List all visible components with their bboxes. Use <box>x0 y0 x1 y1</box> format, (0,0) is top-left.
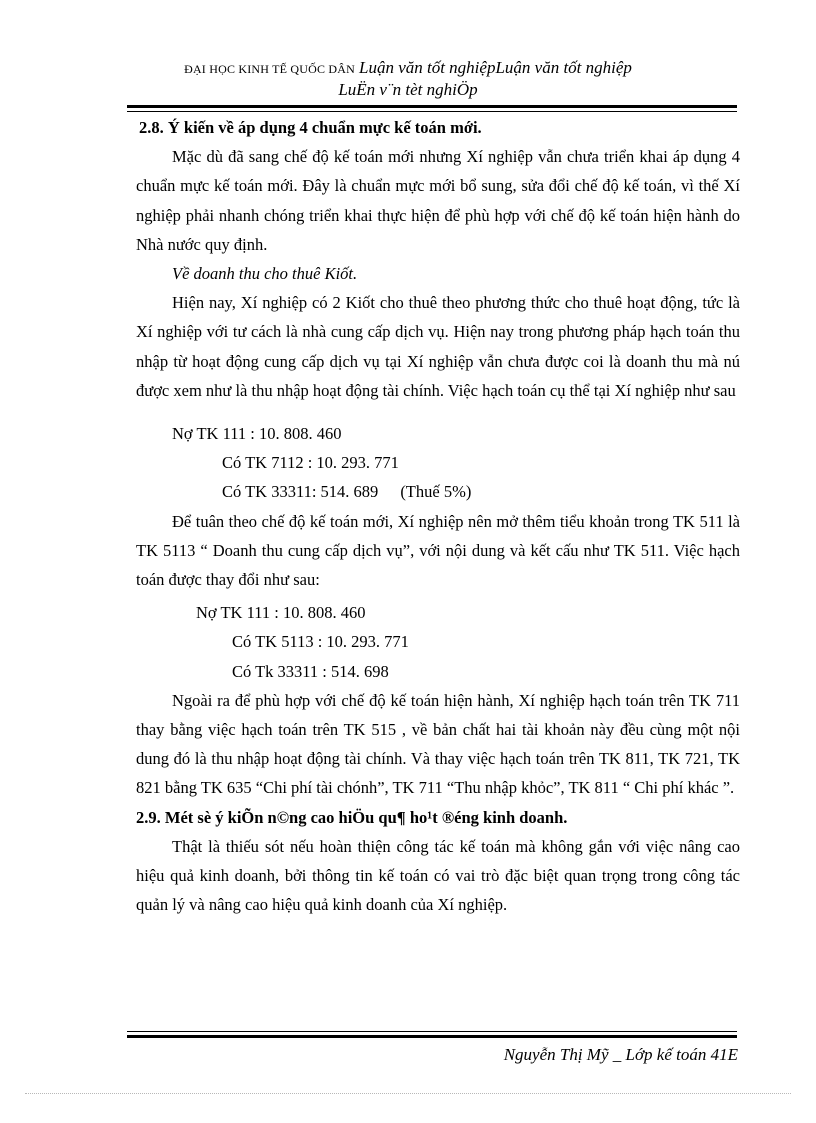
journal-entry-credit-text: Có TK 7112 : 10. 293. 771 <box>222 453 399 473</box>
section-heading-2-9: 2.9. Mét sè ý kiÕn n©ng cao hiÖu qu¶ ho¹t ®éng kinh doanh. <box>136 807 568 827</box>
header-school: ĐẠI HỌC KINH TẾ QUỐC DÂN <box>184 62 355 76</box>
tax-note: (Thuế 5%) <box>400 482 472 502</box>
footer-rule-thin <box>127 1031 737 1032</box>
spacer <box>136 405 740 419</box>
header-rule-thin <box>127 111 737 112</box>
page-border-dotted <box>25 1093 791 1094</box>
journal-entry-debit: Nợ TK 111 : 10. 808. 460 <box>172 424 342 444</box>
header-title-garbled: LuËn v¨n tèt nghiÖp <box>338 80 478 99</box>
paragraph: Mặc dù đã sang chế độ kế toán mới nhưng Xí nghiệp vẫn chưa triển khai áp dụng 4 chuẩn mực kế toán mới. Đây là chuẩn mực mới bổ sung, sửa đổi chế độ kế toán, vì thế Xí nghiệp phải nhanh chóng triển khai thực hiện để phù hợp với chế độ kế toán hiện hành do Nhà nước quy định. <box>136 147 740 254</box>
footer-author: Nguyễn Thị Mỹ _ Lớp kế toán 41E <box>503 1045 738 1064</box>
journal-entry-credit: Có TK 5113 : 10. 293. 771 <box>232 632 409 652</box>
journal-entry-debit: Nợ TK 111 : 10. 808. 460 <box>196 603 366 623</box>
journal-entry-credit <box>136 477 740 506</box>
journal-entry-credit-text: Có TK 33311: 514. 689 <box>222 482 379 502</box>
page-body <box>136 113 740 919</box>
paragraph: Hiện nay, Xí nghiệp có 2 Kiốt cho thuê theo phương thức cho thuê hoạt động, tức là Xí nghiệp với tư cách là nhà cung cấp dịch vụ. Hiện nay trong phương pháp hạch toán thu nhập từ hoạt động cung cấp dịch vụ tại Xí nghiệp vẫn chưa được coi là doanh thu mà nú được xem như là thu nhập hoạt động tài chính. Việc hạch toán cụ thể tại Xí nghiệp như sau <box>136 293 740 400</box>
paragraph: Thật là thiếu sót nếu hoàn thiện công tác kế toán mà không gắn với việc nâng cao hiệu quả kinh doanh, bởi thông tin kế toán có vai trò đặc biệt quan trọng trong công tác quản lý và nâng cao hiệu quả kinh doanh của Xí nghiệp. <box>136 836 740 915</box>
section-heading-2-8: 2.8. Ý kiến về áp dụng 4 chuẩn mực kế toán mới. <box>139 118 482 137</box>
journal-entry-credit <box>136 448 740 477</box>
subheading-kiosk-revenue: Về doanh thu cho thuê Kiốt. <box>172 264 358 284</box>
journal-entry-credit: Có Tk 33311 : 514. 698 <box>232 661 389 681</box>
footer-rule-thick <box>127 1035 737 1038</box>
paragraph: Ngoài ra để phù hợp với chế độ kế toán hiện hành, Xí nghiệp hạch toán trên TK 711 thay bằng việc hạch toán trên TK 515 , về bản chất hai tài khoản này đều cùng một nội dung đó là thu nhập hoạt động tài chính. Và thay việc hạch toán trên TK 811, TK 721, TK 821 bằng TK 635 “Chi phí tài chónh”, TK 711 “Thu nhập khỏc”, TK 811 “ Chi phí khác ”. <box>136 690 740 798</box>
page-header <box>0 58 816 78</box>
paragraph: Để tuân theo chế độ kế toán mới, Xí nghiệp nên mở thêm tiểu khoản trong TK 511 là TK 5113 “ Doanh thu cung cấp dịch vụ”, với nội dung và kết cấu như TK 511. Việc hạch toán được thay đổi như sau: <box>136 511 740 590</box>
header-title: Luận văn tốt nghiệpLuận văn tốt nghiệp <box>358 58 632 77</box>
header-rule-thick <box>127 105 737 108</box>
